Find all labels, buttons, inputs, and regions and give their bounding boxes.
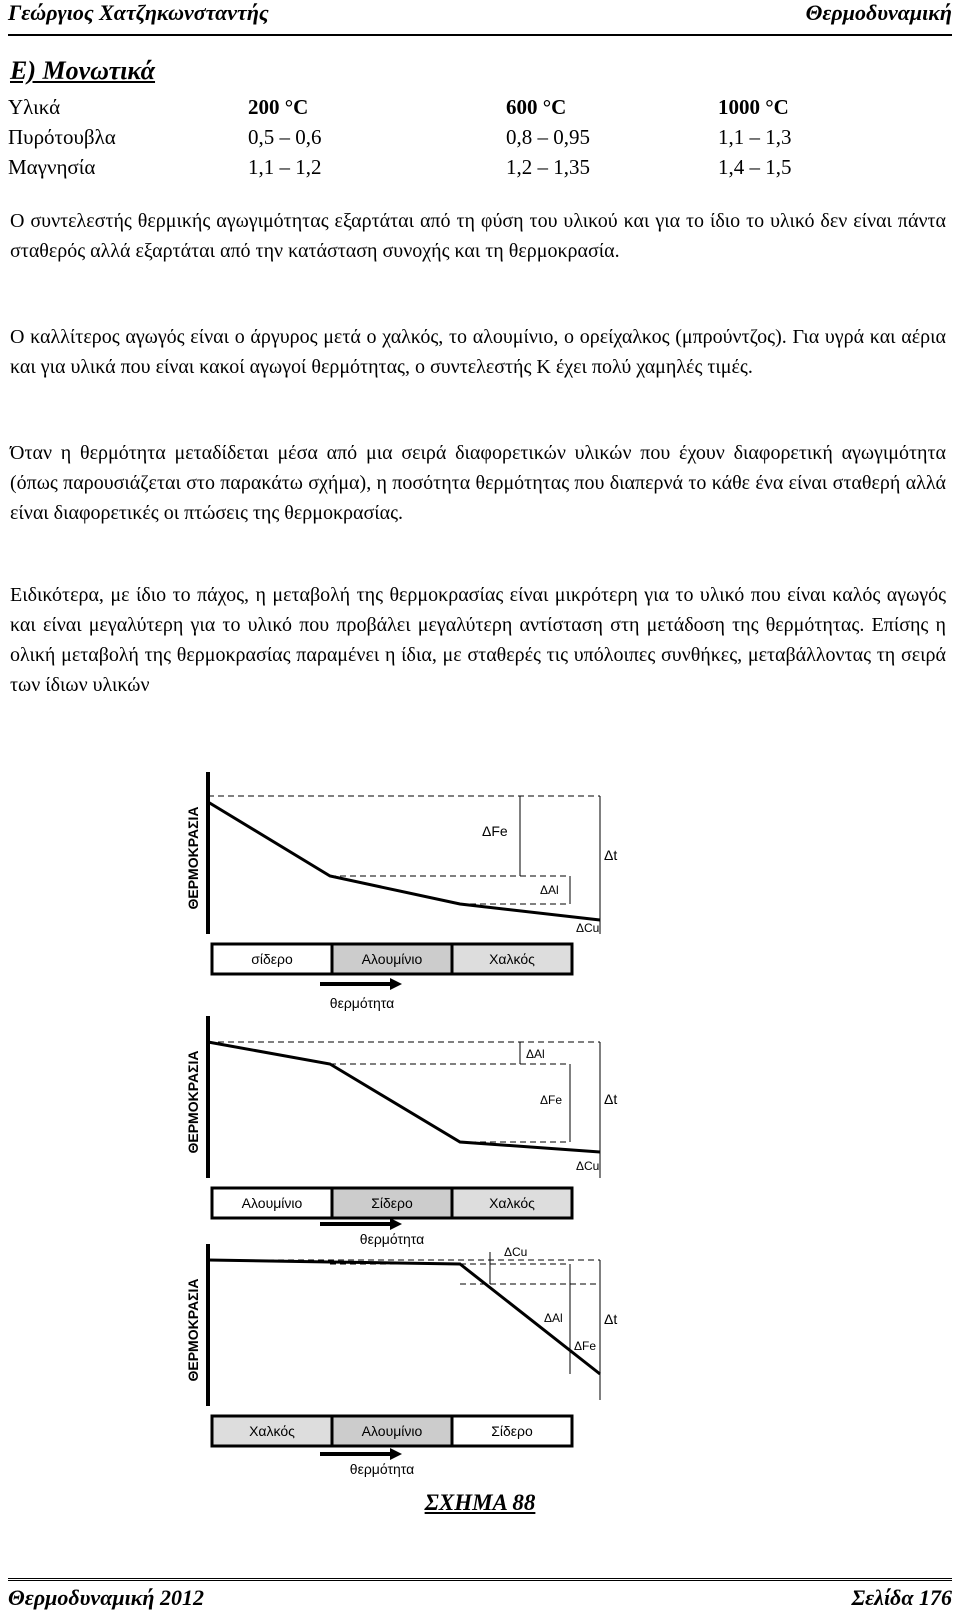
material-label: σίδερο xyxy=(251,951,293,967)
material-label: Χαλκός xyxy=(489,1195,535,1211)
paragraph: Ειδικότερα, με ίδιο το πάχος, η μεταβολή της θερμοκρασίας είναι μικρότερη για το υλικό που είναι καλός αγωγός και είναι μεγαλύτερη για το υλικό που προβάλει μεγαλύτερη αντίσταση στη μετάδοση της θερμότητας. Επίσης η ολική μεταβολή της θερμοκρασίας παραμένει η ίδια, με σταθερές τις υπόλοιπες συνθήκες, μεταβάλλοντας τη σειρά των ίδιων υλικών xyxy=(10,584,946,696)
x-axis-label: θερμότητα xyxy=(349,1461,415,1477)
table-header-cell: 600 °C xyxy=(506,94,567,119)
thermal-diagram-1 xyxy=(170,768,630,1018)
thermal-diagram-3 xyxy=(170,1240,630,1490)
table-cell: 1,1 – 1,2 xyxy=(248,154,322,179)
total-drop-label: Δt xyxy=(604,847,618,863)
table-cell: 0,8 – 0,95 xyxy=(506,124,590,149)
table-row xyxy=(8,122,838,152)
section-title: Ε) Μονωτικά xyxy=(10,56,156,85)
figure-caption: ΣΧΗΜΑ 88 xyxy=(424,1490,536,1515)
page-number: Σελίδα 176 xyxy=(851,1585,952,1610)
x-axis-label: θερμότητα xyxy=(329,995,395,1011)
header-subject: Θερμοδυναμική xyxy=(805,0,952,25)
material-label: Χαλκός xyxy=(489,951,535,967)
table-cell: Μαγνησία xyxy=(8,154,96,179)
drop-label: ΔFe xyxy=(540,1093,563,1107)
table-cell: 1,4 – 1,5 xyxy=(718,154,792,179)
page-header xyxy=(8,0,952,36)
material-label: Χαλκός xyxy=(249,1423,295,1439)
paragraph: Ο συντελεστής θερμικής αγωγιμότητας εξαρτάται από τη φύση του υλικού και για το ίδιο το υλικό δεν είναι πάντα σταθερός αλλά εξαρτάται από την κατάσταση συνοχής και τη θερμοκρασία. xyxy=(10,210,946,262)
table-cell: 0,5 – 0,6 xyxy=(248,124,322,149)
paragraph: Όταν η θερμότητα μεταδίδεται μέσα από μια σειρά διαφορετικών υλικών που έχουν διαφορετική αγωγιμότητα (όπως παρουσιάζεται στο παρακάτω σχήμα), η ποσότητα θερμότητας που διαπερνά το κάθε ένα είναι σταθερή αλλά είναι διαφορετικές οι πτώσεις της θερμοκρασίας. xyxy=(10,442,946,524)
page-footer xyxy=(8,1578,952,1617)
drop-label: ΔAl xyxy=(526,1047,545,1061)
thermal-diagram-2 xyxy=(170,1012,630,1262)
total-drop-label: Δt xyxy=(604,1311,618,1327)
table-cell: Πυρότουβλα xyxy=(8,124,116,149)
material-label: Σίδερο xyxy=(371,1195,413,1211)
drop-label: ΔFe xyxy=(482,823,508,839)
drop-label: ΔCu xyxy=(576,1159,600,1173)
table-cell: 1,2 – 1,35 xyxy=(506,154,590,179)
material-label: Αλουμίνιο xyxy=(241,1195,303,1211)
drop-label: ΔCu xyxy=(504,1245,528,1259)
paragraph: Ο καλλίτερος αγωγός είναι ο άργυρος μετά ο χαλκός, το αλουμίνιο, ο ορείχαλκος (μπρούντζος). Για υγρά και αέρια και για υλικά που είναι κακοί αγωγοί θερμότητας, ο συντελεστής Κ έχει πολύ χαμηλές τιμές. xyxy=(10,326,946,378)
material-label: Αλουμίνιο xyxy=(361,951,423,967)
drop-label: ΔFe xyxy=(574,1339,597,1353)
table-header-cell: Υλικά xyxy=(8,94,61,119)
header-author: Γεώργιος Χατζηκωνσταντής xyxy=(8,0,269,25)
drop-label: ΔAl xyxy=(544,1311,563,1325)
table-row xyxy=(8,152,838,182)
table-cell: 1,1 – 1,3 xyxy=(718,124,792,149)
footer-title: Θερμοδυναμική 2012 xyxy=(8,1585,204,1610)
table-header-cell: 1000 °C xyxy=(718,94,789,119)
y-axis-label: ΘΕΡΜΟΚΡΑΣΙΑ xyxy=(185,1050,201,1154)
table-header-cell: 200 °C xyxy=(248,94,309,119)
material-label: Σίδερο xyxy=(491,1423,533,1439)
y-axis-label: ΘΕΡΜΟΚΡΑΣΙΑ xyxy=(185,806,201,910)
total-drop-label: Δt xyxy=(604,1091,618,1107)
insulation-table xyxy=(8,92,838,182)
x-axis-label: θερμότητα xyxy=(359,1231,425,1247)
drop-label: ΔCu xyxy=(576,921,600,935)
drop-label: ΔAl xyxy=(540,883,559,897)
material-label: Αλουμίνιο xyxy=(361,1423,423,1439)
table-header-row xyxy=(8,92,838,122)
y-axis-label: ΘΕΡΜΟΚΡΑΣΙΑ xyxy=(185,1278,201,1382)
